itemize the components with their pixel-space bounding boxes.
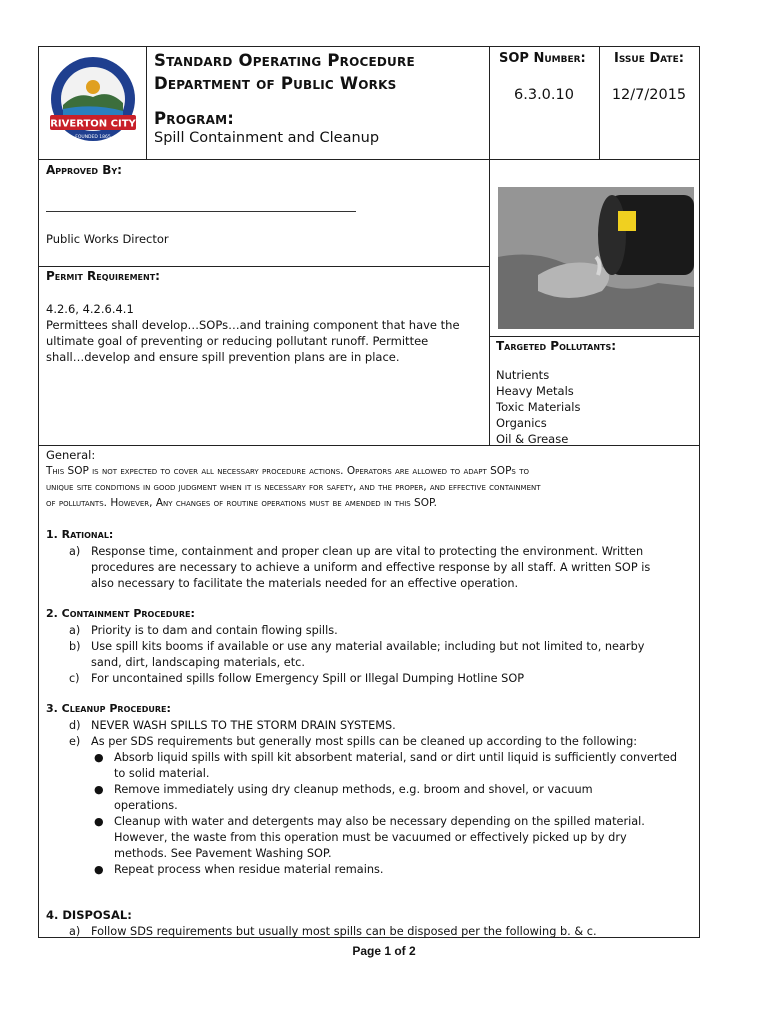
permit-requirement-label: Permit Requirement:: [46, 269, 160, 283]
sop-number-label: SOP Number:: [499, 51, 586, 66]
containment-text-line: sand, dirt, landscaping materials, etc.: [91, 656, 305, 669]
pollutant-item: Oil & Grease: [496, 432, 569, 446]
list-marker: d): [69, 719, 81, 732]
list-marker: a): [69, 624, 81, 637]
bullet-icon: ●: [94, 815, 104, 828]
list-marker: c): [69, 672, 80, 685]
program-value: Spill Containment and Cleanup: [154, 130, 380, 146]
divider: [39, 445, 699, 446]
list-marker: a): [69, 925, 81, 938]
disposal-text-line: Follow SDS requirements but usually most spills can be disposed per the following b. & c.: [91, 925, 597, 938]
svg-text:FOUNDED 1865: FOUNDED 1865: [75, 135, 111, 140]
cleanup-bullet-line: However, the waste from this operation must be vacuumed or effectively picked up by dry: [114, 831, 627, 844]
approved-by-label: Approved By:: [46, 163, 122, 177]
sop-document: [38, 46, 700, 938]
list-marker: e): [69, 735, 81, 748]
divider: [146, 47, 147, 159]
section-heading-disposal: 4. DISPOSAL:: [46, 908, 132, 922]
page-number: Page 1 of 2: [352, 944, 416, 958]
cleanup-bullet-line: Absorb liquid spills with spill kit absorbent material, sand or dirt until liquid is sufficiently converted: [114, 751, 678, 764]
divider: [39, 159, 699, 160]
pollutant-item: Organics: [496, 416, 547, 430]
bullet-icon: ●: [94, 783, 104, 796]
cleanup-text-line: As per SDS requirements but generally most spills can be cleaned up according to the following:: [91, 735, 638, 748]
cleanup-bullet-line: Repeat process when residue material remains.: [114, 863, 384, 876]
title-line-2: Department of Public Works: [154, 74, 397, 93]
signature-line: [46, 211, 356, 212]
cleanup-bullet-line: Remove immediately using dry cleanup methods, e.g. broom and shovel, or vacuum: [114, 783, 593, 796]
cleanup-bullet-line: Cleanup with water and detergents may also be necessary depending on the spilled material.: [114, 815, 645, 828]
general-text-line: This SOP is not expected to cover all necessary procedure actions. Operators are allowed to adapt SOPs to: [46, 465, 529, 477]
city-seal-logo: [47, 53, 139, 153]
issue-date-label: Issue Date:: [614, 51, 684, 66]
pollutant-item: Heavy Metals: [496, 384, 574, 398]
rational-text-line: Response time, containment and proper clean up are vital to protecting the environment. Written: [91, 545, 644, 558]
section-heading-rational: 1. Rational:: [46, 528, 114, 541]
rational-text-line: procedures are necessary to achieve a uniform and effective response by all staff. A written SOP is: [91, 561, 651, 574]
title-line-1: Standard Operating Procedure: [154, 51, 415, 70]
cleanup-bullet-line: to solid material.: [114, 767, 210, 780]
general-text-line: unique site conditions in good judgment when it is necessary for safety, and the proper, and effective containment: [46, 482, 541, 493]
section-heading-containment: 2. Containment Procedure:: [46, 607, 195, 620]
list-marker: a): [69, 545, 81, 558]
bullet-icon: ●: [94, 863, 104, 876]
divider: [599, 47, 600, 159]
approver-title: Public Works Director: [46, 232, 169, 246]
divider: [489, 336, 699, 337]
seal-city-name: RIVERTON CITY: [50, 118, 136, 130]
issue-date-value: 12/7/2015: [611, 87, 687, 103]
divider: [39, 266, 489, 267]
divider: [489, 336, 490, 446]
rational-text-line: also necessary to facilitate the materials needed for an effective operation.: [91, 577, 519, 590]
containment-text-line: For uncontained spills follow Emergency Spill or Illegal Dumping Hotline SOP: [91, 672, 525, 685]
sop-number-value: 6.3.0.10: [514, 87, 574, 103]
containment-text-line: Use spill kits booms if available or use any material available; including but not limited to, nearby: [91, 640, 645, 653]
containment-text-line: Priority is to dam and contain flowing spills.: [91, 624, 338, 637]
cleanup-bullet-line: methods. See Pavement Washing SOP.: [114, 847, 332, 860]
general-text-line: of pollutants. However, Any changes of routine operations must be amended in this SOP.: [46, 497, 438, 509]
list-marker: b): [69, 640, 81, 653]
permit-text-line: Permittees shall develop…SOPs…and training component that have the: [46, 318, 460, 332]
cleanup-bullet-line: operations.: [114, 799, 178, 812]
general-label: General:: [46, 448, 96, 462]
program-label: Program:: [154, 109, 235, 128]
targeted-pollutants-label: Targeted Pollutants:: [496, 339, 617, 353]
pollutant-item: Toxic Materials: [496, 400, 581, 414]
spill-photo: [498, 187, 694, 329]
permit-text-line: shall…develop and ensure spill prevention plans are in place.: [46, 350, 400, 364]
section-heading-cleanup: 3. Cleanup Procedure:: [46, 702, 171, 715]
cleanup-text-line: NEVER WASH SPILLS TO THE STORM DRAIN SYSTEMS.: [91, 719, 396, 732]
permit-codes: 4.2.6, 4.2.6.4.1: [46, 302, 134, 316]
pollutant-item: Nutrients: [496, 368, 550, 382]
bullet-icon: ●: [94, 751, 104, 764]
permit-text-line: ultimate goal of preventing or reducing pollutant runoff. Permittee: [46, 334, 429, 348]
